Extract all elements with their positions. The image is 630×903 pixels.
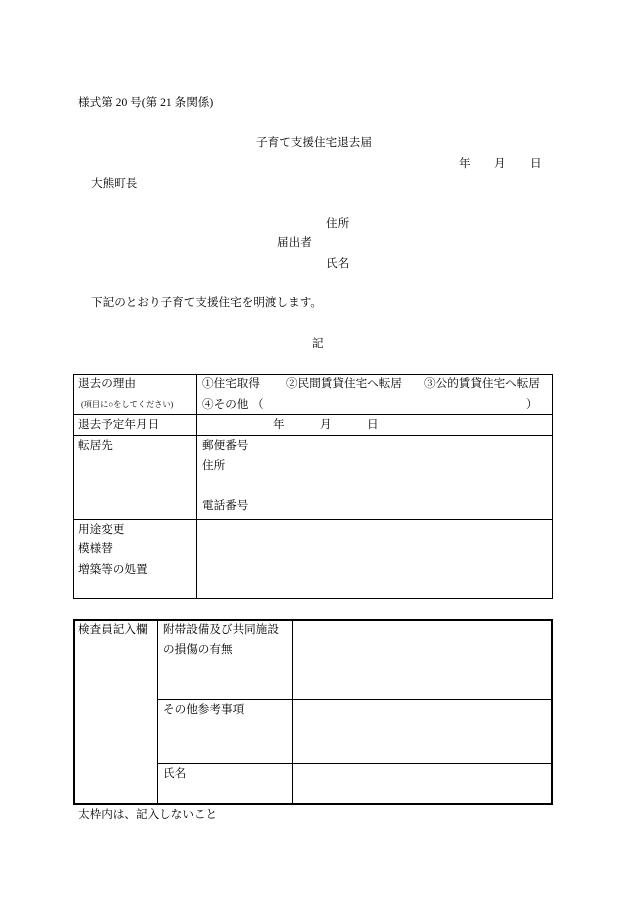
applicant-address-label: 住所 — [326, 217, 350, 230]
form-number: 様式第 20 号(第 21 条関係) — [78, 96, 214, 109]
damage-label-line-1: 附帯設備及び共同施設 — [163, 623, 279, 636]
date-month-label: 月 — [494, 157, 506, 170]
damage-label-line-2: の損傷の有無 — [163, 643, 233, 656]
reason-option-1: ①住宅取得 — [202, 377, 260, 390]
ki-heading: 記 — [312, 337, 324, 350]
inspector-table-thick-border — [73, 619, 553, 805]
new-address-label: 転居先 — [78, 439, 113, 452]
reason-option-3: ③公的賃貸住宅へ転居 — [424, 377, 540, 390]
reason-label: 退去の理由 — [78, 377, 136, 390]
reason-note: (項目に○をしてください) — [81, 400, 174, 409]
inspector-row-divider — [157, 699, 552, 700]
footnote: 太枠内は、記入しないこと — [78, 808, 218, 821]
addressee: 大熊町長 — [91, 177, 138, 190]
reason-option-2: ②民間賃貸住宅へ転居 — [286, 377, 402, 390]
alterations-label-line-1: 用途変更 — [78, 523, 125, 536]
reason-other-close-paren: ） — [526, 398, 538, 411]
inspector-row-divider — [157, 763, 552, 764]
inspector-column-divider — [292, 619, 293, 805]
details-column-divider — [196, 374, 197, 599]
date-year-label: 年 — [459, 157, 471, 170]
move-out-year-label: 年 — [273, 418, 285, 431]
postal-code-label: 郵便番号 — [202, 439, 249, 452]
reason-option-other: ④その他 — [202, 398, 249, 411]
alterations-label-line-3: 増築等の処置 — [78, 563, 148, 576]
details-row-divider — [73, 519, 553, 520]
inspector-column-divider — [157, 619, 158, 805]
details-row-divider — [73, 414, 553, 415]
alterations-label-line-2: 模様替 — [78, 542, 113, 555]
new-address-address-label: 住所 — [202, 459, 226, 472]
applicant-name-label: 氏名 — [326, 257, 350, 270]
phone-number-label: 電話番号 — [202, 499, 249, 512]
reason-other-open-paren: （ — [252, 398, 264, 411]
move-out-day-label: 日 — [367, 418, 379, 431]
other-notes-label: その他参考事項 — [163, 703, 245, 716]
inspector-name-label: 氏名 — [163, 767, 187, 780]
move-out-month-label: 月 — [320, 418, 332, 431]
date-day-label: 日 — [530, 157, 542, 170]
form-title: 子育て支援住宅退去届 — [256, 136, 372, 149]
move-out-date-label: 退去予定年月日 — [78, 418, 160, 431]
applicant-role-label: 届出者 — [277, 236, 312, 249]
details-row-divider — [73, 435, 553, 436]
inspector-section-label: 検査員記入欄 — [78, 623, 148, 636]
statement: 下記のとおり子育て支援住宅を明渡します。 — [91, 296, 322, 309]
